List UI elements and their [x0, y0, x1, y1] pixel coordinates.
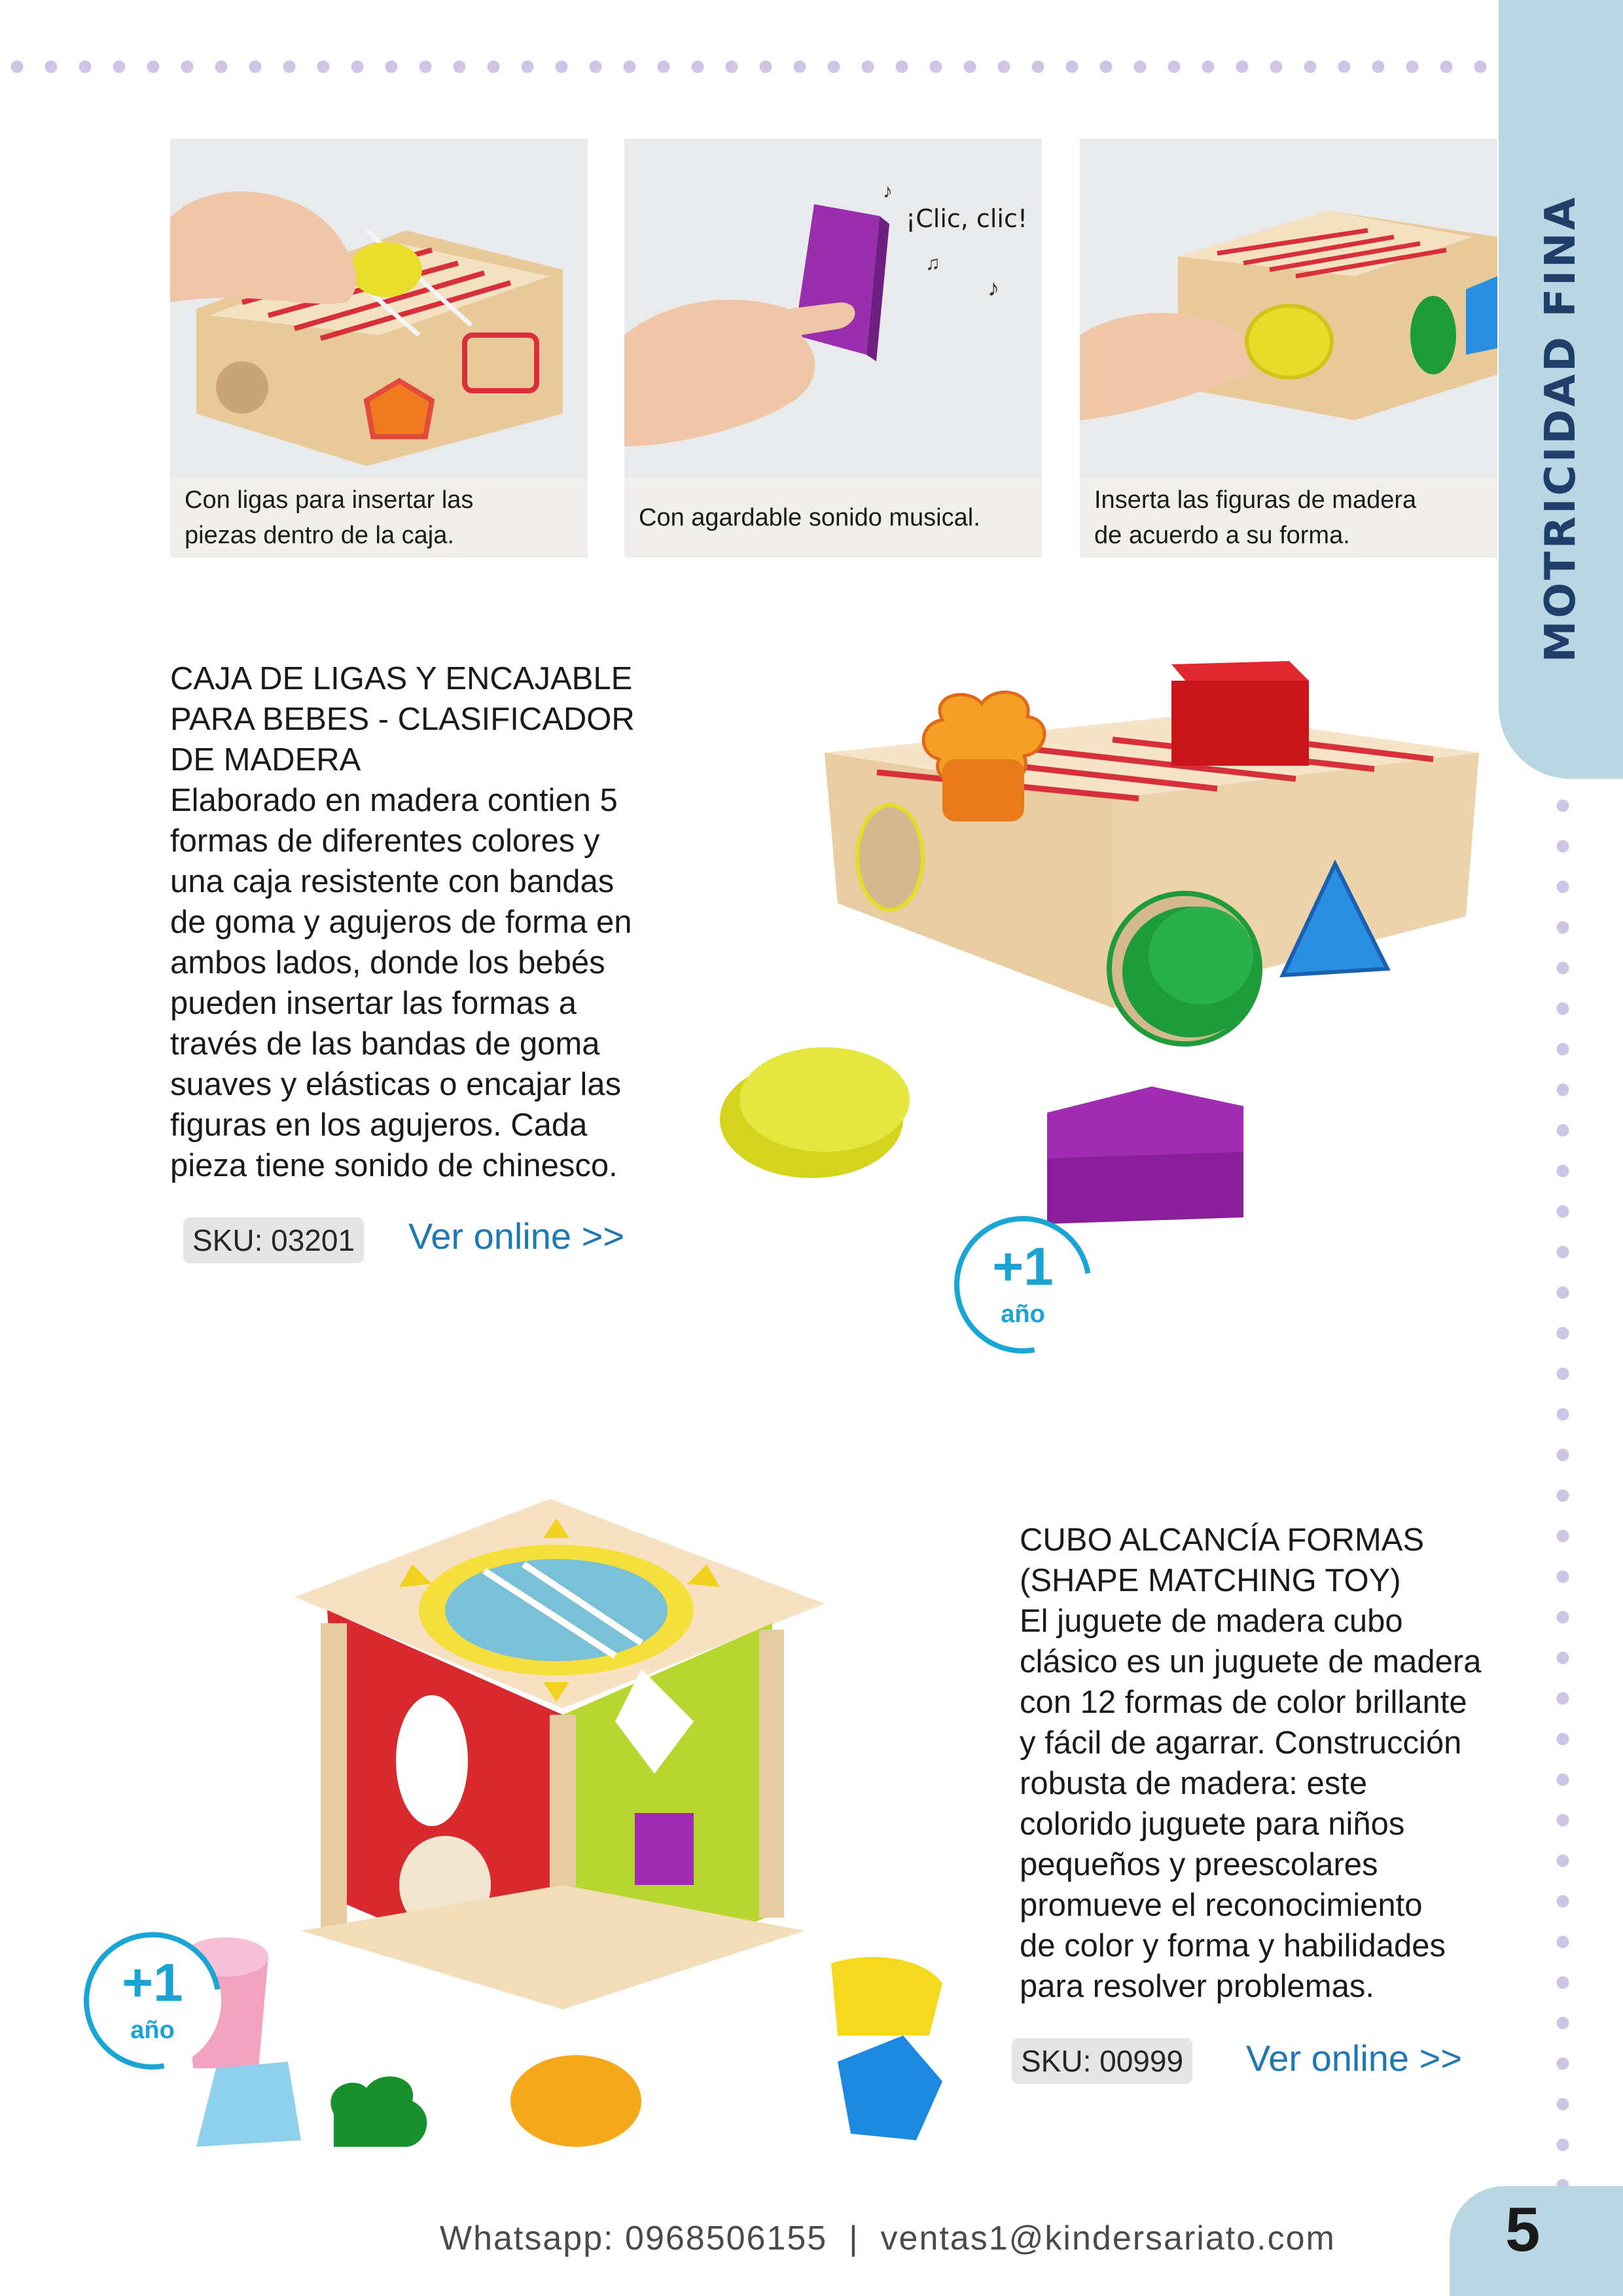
tile-caption: Con agardable sonido musical. [624, 478, 1042, 558]
photo-hand-with-block [624, 139, 1042, 478]
photo-insert-shape [1080, 139, 1497, 478]
product-1-title: CAJA DE LIGAS Y ENCAJABLE PARA BEBES - CLASIFICADOR DE MADERA [170, 661, 635, 778]
tile-caption: Con ligas para insertar las piezas dentro de la caja. [170, 478, 588, 558]
product-1-text [170, 658, 707, 1186]
product-2-age-badge: +1 año [122, 1953, 183, 2044]
photo-box-with-hand [170, 139, 588, 478]
svg-text:♫: ♫ [925, 253, 940, 274]
product-1-sku: SKU: 03201 [183, 1217, 364, 1263]
category-label: MOTRICIDAD FINA [1537, 194, 1585, 663]
product-2-view-online-link[interactable]: Ver online >> [1246, 2037, 1463, 2079]
product-1-description: Elaborado en madera contien 5 formas de diferentes colores y una caja resistente con bandas de goma y agujeros de forma en ambos lados, donde los bebés pueden insertar las formas a través de las bandas de goma suaves y elásticas o encajar las figuras en los agujeros. Cada pieza tiene sonido de chinesco. [170, 783, 632, 1183]
product-1-age-badge: +1 año [992, 1237, 1054, 1328]
decorative-dot-border-right [1555, 785, 1571, 2193]
svg-text:♪: ♪ [883, 181, 893, 202]
decorative-dot-border-top [0, 59, 1499, 75]
product-1-image-wooden-box [681, 641, 1499, 1244]
product-2-sku: SKU: 00999 [1012, 2038, 1192, 2084]
product-2-title: CUBO ALCANCÍA FORMAS (SHAPE MATCHING TOY) [1020, 1522, 1425, 1598]
clic-text: ¡Clic, clic! [906, 204, 1028, 233]
feature-tile-rubber-bands [170, 139, 588, 558]
svg-text:♪: ♪ [988, 274, 999, 301]
product-2-description: El juguete de madera cubo clásico es un juguete de madera con 12 formas de color brillante y fácil de agarrar. Construcción robusta de madera: este colorido juguete para niños pequeños y preescolares promueve el reconocimiento de color y forma y habilidades para resolver problemas. [1020, 1604, 1482, 2004]
tile-caption: Inserta las figuras de madera de acuerdo a su forma. [1080, 478, 1497, 558]
feature-tile-music-sound [624, 139, 1042, 558]
product-2-text [1020, 1520, 1556, 2007]
feature-tile-insert-shapes [1080, 139, 1497, 558]
footer-contact: Whatsapp: 0968506155 | ventas1@kindersariato.com [440, 2219, 1336, 2257]
product-1-view-online-link[interactable]: Ver online >> [408, 1215, 625, 1257]
product-2-image-shape-cube [157, 1407, 982, 2147]
page-number: 5 [1505, 2195, 1541, 2265]
